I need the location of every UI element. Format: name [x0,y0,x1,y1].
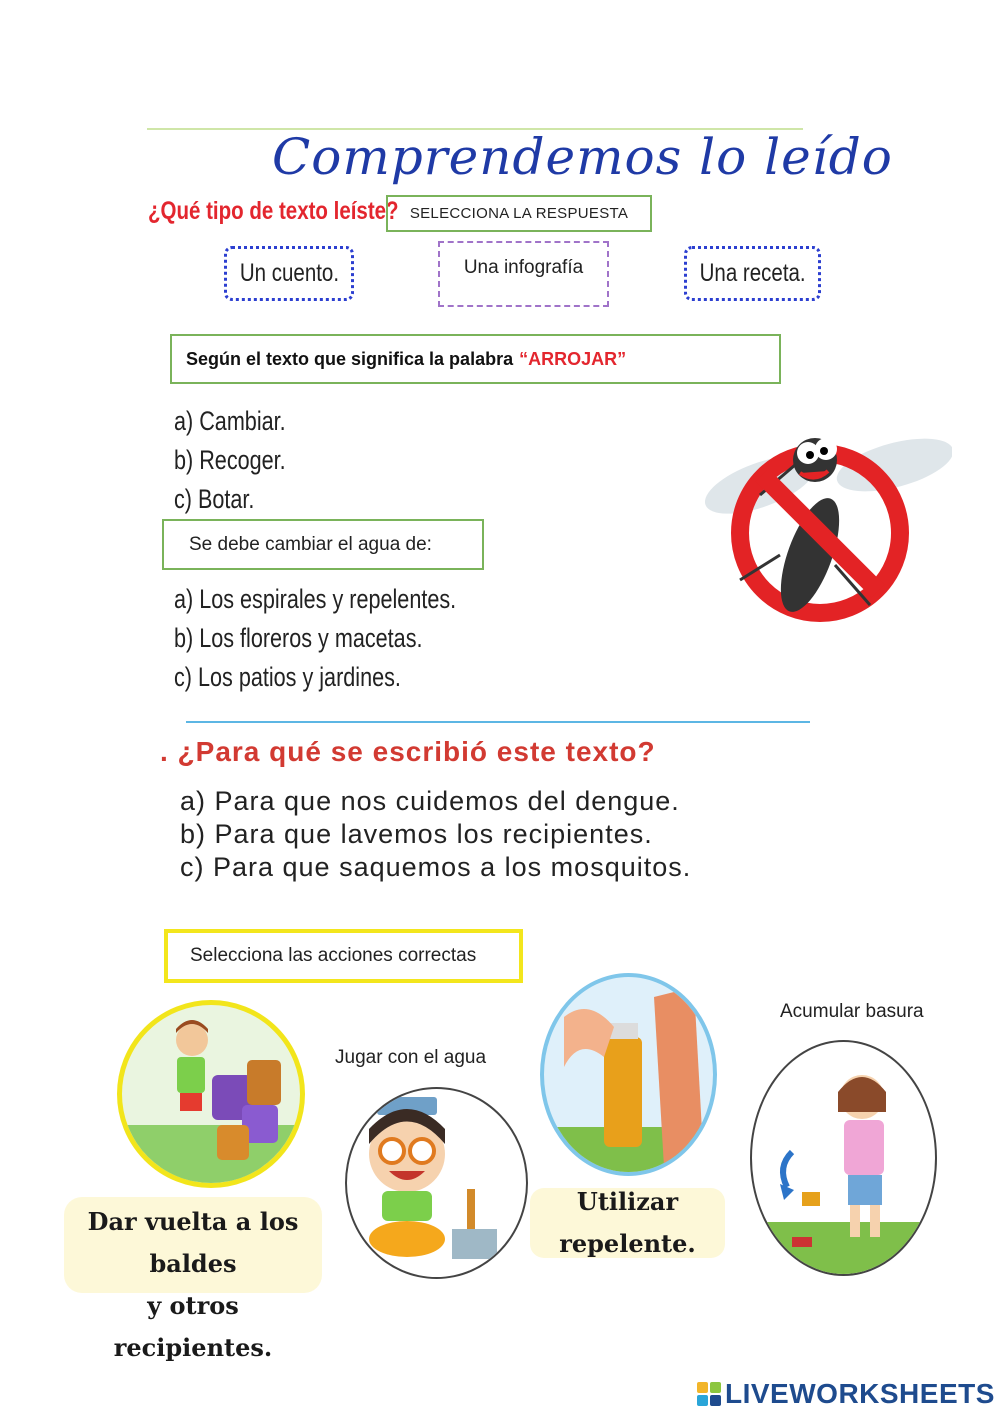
list-item: a) Para que nos cuidemos del dengue. [180,786,680,816]
repellent-spray-icon [544,977,713,1172]
option-infografia[interactable]: Una infografía [438,241,609,307]
list-item: b) Los floreros y macetas. [174,623,423,653]
girl-garbage-icon [752,1042,935,1274]
action-buckets-caption [64,1197,322,1362]
list-item: c) Los patios y jardines. [174,662,401,692]
buckets-icon [122,1005,300,1183]
option-receta[interactable]: Una receta. [684,246,821,301]
logo-text: LIVEWORKSHEETS [725,1378,995,1409]
question-select-actions[interactable]: Selecciona las acciones correctas [164,929,523,983]
question-cambiar-agua[interactable]: Se debe cambiar el agua de: [162,519,484,570]
girl-water-icon [347,1089,526,1277]
select-answer-dropdown[interactable]: SELECCIONA LA RESPUESTA [386,195,652,232]
action-water-label: Jugar con el agua [335,1047,487,1068]
liveworksheets-logo [697,1378,995,1410]
list-item: a) Cambiar. [174,406,286,436]
purpose-options [180,785,691,884]
question-purpose: . ¿Para qué se escribió este texto? [160,736,656,767]
action-repellent-image[interactable] [540,973,717,1176]
action-buckets-image[interactable] [117,1000,305,1188]
list-item: b) Para que lavemos los recipientes. [180,819,653,849]
page-title: Comprendemos lo leído [272,128,893,186]
no-mosquito-icon [700,405,952,645]
list-item: b) Recoger. [174,445,286,475]
question-arrojar[interactable] [170,334,781,384]
list-item: c) Para que saquemos a los mosquitos. [180,852,692,882]
question-arrojar-prefix: Según el texto que significa la palabra [186,348,514,369]
list-item: a) Los espirales y repelentes. [174,584,457,614]
question-text-type: ¿Qué tipo de texto leíste? [148,197,399,225]
caption-line: y otros recipientes. [113,1291,273,1362]
middle-divider [186,721,810,723]
logo-mark-icon [697,1382,721,1406]
action-garbage-image[interactable] [750,1040,937,1276]
arrojar-options [174,402,286,519]
option-cuento[interactable]: Un cuento. [224,246,354,301]
action-garbage-label: Acumular basura [780,1001,924,1022]
question-arrojar-word: “ARROJAR” [519,348,627,369]
caption-line: Dar vuelta a los baldes [87,1207,299,1278]
agua-options [174,580,456,697]
action-repellent-caption: Utilizar repelente. [530,1188,725,1258]
action-water-image[interactable] [345,1087,528,1279]
list-item: c) Botar. [174,484,255,514]
